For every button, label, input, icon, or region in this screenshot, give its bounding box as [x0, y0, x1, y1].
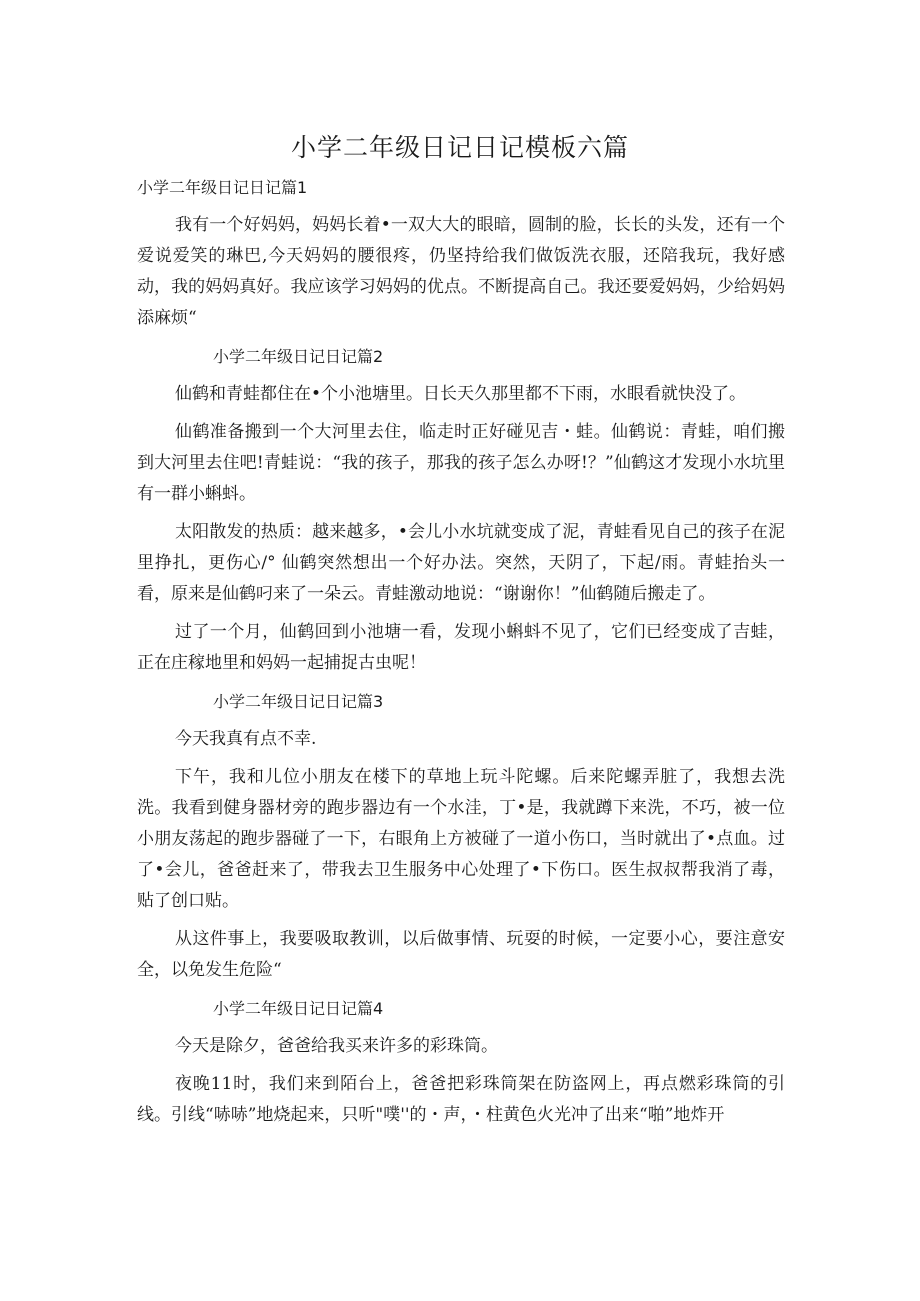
section-heading-3: 小学二年级日记日记篇3: [213, 692, 384, 711]
paragraph: 仙鹤准备搬到一个大河里去住，临走时正好碰见吉・蛙。仙鹤说：青蛙，咱们搬到大河里去住吧!青蛙说：“我的孩子，那我的孩子怎么办呀!？”仙鹤这才发现小水坑里有一群小蝌蚪。: [137, 422, 785, 504]
paragraph: 仙鹤和青蛙都住在•个小池塘里。日长天久那里都不下雨，水眼看就快没了。: [175, 384, 747, 404]
paragraph: 今天是除夕，爸爸给我买来许多的彩珠筒。: [175, 1036, 498, 1056]
section-heading-4: 小学二年级日记日记篇4: [213, 999, 384, 1018]
paragraph: 夜晚11时，我们来到陌台上，爸爸把彩珠筒架在防盗网上，再点燃彩珠筒的引线。引线“哧哧”地烧起来，只听"噗''的・声，・柱黄色火光冲了出来“啪”地炸开: [137, 1074, 785, 1125]
paragraph: 我有一个好妈妈，妈妈长着•一双大大的眼暗，圆制的脸，长长的头发，还有一个爱说爱笑的琳巴,今天妈妈的腰很疼，仍坚持给我们做饭洗衣服，还陪我玩，我好感动，我的妈妈真好。我应该学习妈妈的优点。不断提高自己。我还要爱妈妈，少给妈妈添麻烦“: [137, 215, 785, 328]
paragraph: 今天我真有点不幸.: [175, 729, 317, 749]
document-body: [137, 172, 785, 1138]
paragraph: 太阳散发的热质：越来越多，•会儿小水坑就变成了泥，青蛙看见自己的孩子在泥里挣扎，更伤心/° 仙鹤突然想出一个好办法。突然，天阴了，下起/雨。青蛙抬头一看，原来是仙鹤叼来了一朵云。青蛙激动地说：“谢谢你！”仙鹤随后搬走了。: [137, 522, 785, 604]
document-title: 小学二年级日记日记模板六篇: [290, 133, 629, 162]
paragraph: 从这件事上，我要吸取教训，以后做事情、玩耍的时候，一定要小心，要注意安全，以免发生危险“: [137, 929, 785, 980]
paragraph: 过了一个月，仙鹤回到小池塘一看，发现小蝌蚪不见了，它们已经变成了吉蛙，正在庄稼地里和妈妈一起捕捉古虫呢！: [137, 622, 785, 673]
paragraph: 下午，我和儿位小朋友在楼下的草地上玩斗陀螺。后来陀螺弄脏了，我想去洗洗。我看到健身器材旁的跑步器边有一个水洼，丁•是，我就蹲下来洗，不巧，被一位小朋友荡起的跑步器碰了一下，右眼角上方被碰了一道小伤口，当时就出了•点血。过了•会儿，爸爸赶来了，带我去卫生服务中心处理了•下伤口。医生叔叔帮我消了毒，贴了创口贴。: [137, 767, 785, 911]
section-heading-1: 小学二年级日记日记篇1: [137, 178, 308, 197]
section-heading-2: 小学二年级日记日记篇2: [213, 347, 384, 366]
